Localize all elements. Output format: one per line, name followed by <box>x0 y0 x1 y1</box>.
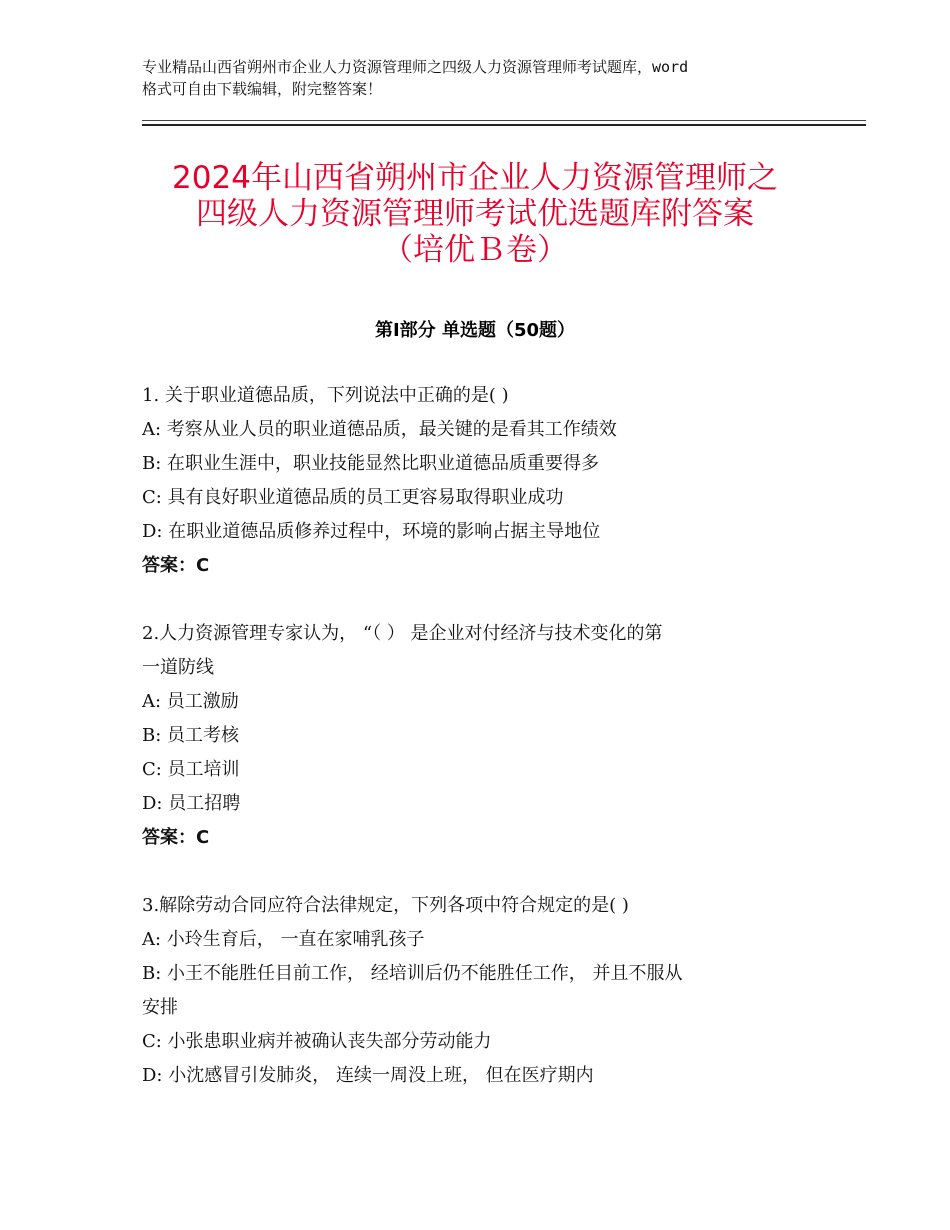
option-c: C: 具有良好职业道德品质的员工更容易取得职业成功 <box>142 487 564 508</box>
option-a: A: 考察从业人员的职业道德品质，最关键的是看其工作绩效 <box>142 419 617 440</box>
option-d: D: 在职业道德品质修养过程中，环境的影响占据主导地位 <box>142 521 601 542</box>
option-a: A: 员工激励 <box>142 691 239 712</box>
option-a: A: 小玲生育后， 一直在家哺乳孩子 <box>142 929 425 950</box>
question-block <box>142 889 822 1093</box>
option-d: D: 员工招聘 <box>142 793 241 814</box>
question-list <box>142 379 822 1093</box>
header-rule-thin <box>142 120 866 121</box>
spacer <box>142 583 822 617</box>
title-line: 四级人力资源管理师考试优选题库附答案 <box>196 196 754 232</box>
question-stem-continued: 一道防线 <box>142 657 214 678</box>
spacer <box>142 855 822 889</box>
question-block <box>142 617 822 855</box>
answer: 答案：C <box>142 555 210 576</box>
title-line: （培优Ｂ卷） <box>382 232 568 268</box>
title-line: 2024年山西省朔州市企业人力资源管理师之 <box>172 160 778 196</box>
option-b-continued: 安排 <box>142 997 178 1018</box>
section-heading: 第Ⅰ部分 单选题（50题） <box>374 320 575 341</box>
option-d: D: 小沈感冒引发肺炎， 连续一周没上班， 但在医疗期内 <box>142 1065 594 1086</box>
header-note <box>142 56 822 100</box>
document-title <box>90 160 860 268</box>
option-c: C: 员工培训 <box>142 759 240 780</box>
option-b: B: 员工考核 <box>142 725 240 746</box>
header-rule-thick <box>142 124 866 126</box>
question-stem: 3.解除劳动合同应符合法律规定，下列各项中符合规定的是( ) <box>142 895 629 916</box>
question-block <box>142 379 822 583</box>
header-note-line: 专业精品山西省朔州市企业人力资源管理师之四级人力资源管理师考试题库，word <box>142 58 689 76</box>
question-stem: 2.人力资源管理专家认为， “（ ） 是企业对付经济与技术变化的第 <box>142 623 663 644</box>
header-note-line: 格式可自由下载编辑，附完整答案！ <box>142 80 383 98</box>
answer: 答案：C <box>142 827 210 848</box>
option-b: B: 小王不能胜任目前工作， 经培训后仍不能胜任工作， 并且不服从 <box>142 963 683 984</box>
option-b: B: 在职业生涯中，职业技能显然比职业道德品质重要得多 <box>142 453 600 474</box>
option-c: C: 小张患职业病并被确认丧失部分劳动能力 <box>142 1031 492 1052</box>
question-stem: 1. 关于职业道德品质，下列说法中正确的是( ) <box>142 385 509 406</box>
